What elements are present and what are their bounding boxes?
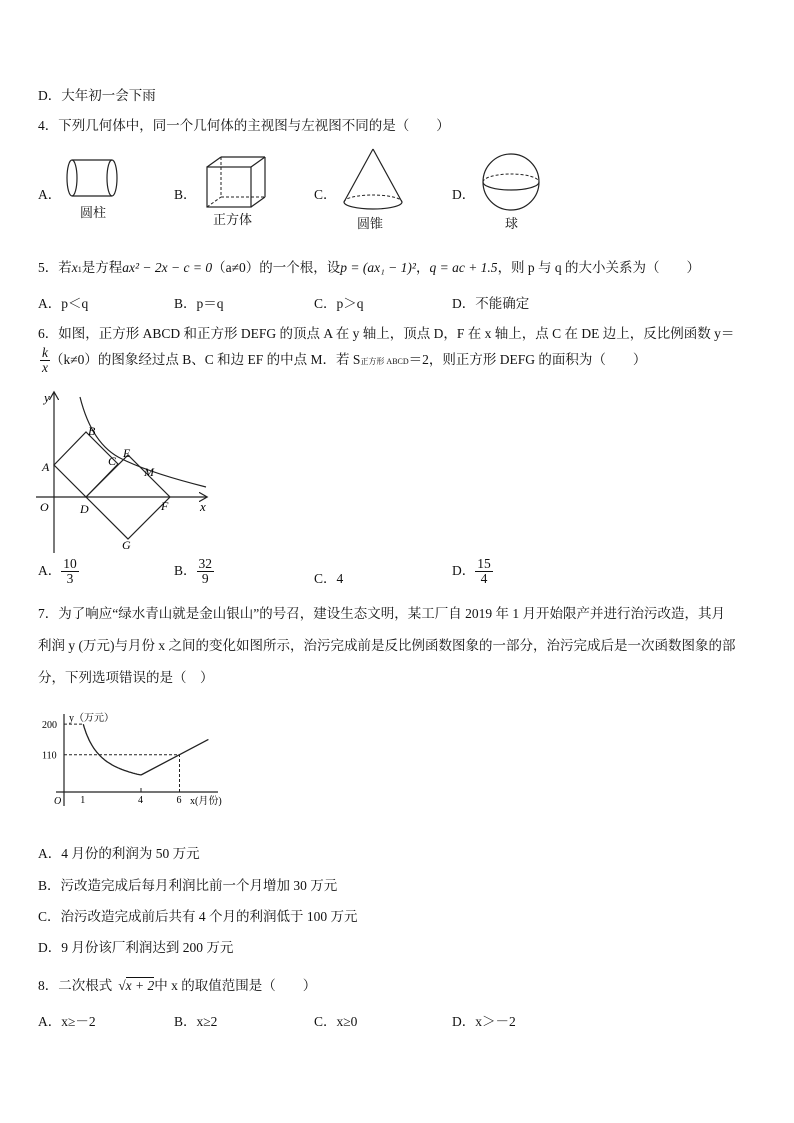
- q6-label-e: E: [123, 446, 131, 460]
- q7-tick-label-y-200: 200: [42, 720, 57, 732]
- q6-option-b: [174, 557, 214, 586]
- q6-option-d-num: 15: [477, 556, 491, 571]
- q5-tail: ，则 p 与 q 的大小关系为（ ）: [497, 260, 701, 275]
- q5-prefix: 5．若: [38, 260, 72, 275]
- q7-option-a: A．4 月份的利润为 50 万元: [38, 846, 200, 861]
- q6-label-d: D: [80, 502, 89, 516]
- cube-figure: [203, 155, 269, 211]
- q6-label-a: A: [42, 460, 50, 474]
- q6-label-f: F: [161, 499, 169, 513]
- q7-line1: 7．为了响应“绿水青山就是金山银山”的号召，建设生态文明，某工厂自 2019 年 1 月开始限产并进行治污改造，其月: [38, 606, 725, 621]
- cone-figure: [340, 146, 406, 214]
- q4-caption-cone: 圆锥: [357, 217, 384, 232]
- q5-stem: [38, 256, 700, 276]
- q6-stem-part-b: ＝2，则正方形 DEFG 的面积为（ ）: [408, 351, 647, 367]
- q6-label-y: y: [44, 390, 50, 405]
- q8-option-b: B．x≥2: [174, 1014, 218, 1029]
- q6-option-d-den: 4: [480, 571, 488, 587]
- q7-line3: 分，下列选项错误的是（ ）: [38, 670, 214, 685]
- q6-frac-den: x: [42, 360, 48, 376]
- q7-series-before: [83, 724, 141, 775]
- q7-y-label: y（万元）: [69, 713, 114, 724]
- q6-figure: [30, 385, 220, 557]
- q7-option-d: D．9 月份该厂利润达到 200 万元: [38, 940, 234, 955]
- q5-p-expr: p = (ax₁ − 1)²: [340, 260, 416, 275]
- sphere-figure: [478, 152, 544, 212]
- q4-caption-cylinder: 圆柱: [80, 206, 107, 221]
- q8-sqrt-sign: √: [118, 978, 126, 993]
- q6-stem-sub: 正方形 ABCD: [360, 356, 409, 366]
- q5-x1: x: [71, 260, 78, 275]
- q6-option-a-num: 10: [63, 556, 77, 571]
- q5-cond: （a≠0）的一个根，设: [212, 260, 341, 275]
- q6-stem-line2: [40, 346, 646, 375]
- q6-option-a: [38, 557, 79, 586]
- q6-stem-line1: 6．如图，正方形 ABCD 和正方形 DEFG 的顶点 A 在 y 轴上，顶点 D，F 在 x 轴上，点 C 在 DE 边上，反比例函数 y＝: [38, 326, 735, 341]
- q8-sqrt: [112, 978, 154, 993]
- q8-option-c: C．x≥0: [314, 1014, 358, 1029]
- q6-frac-num: k: [42, 345, 48, 360]
- q6-option-b-letter: B．: [174, 562, 197, 578]
- q6-option-b-den: 9: [201, 571, 209, 587]
- q6-hyperbola: [80, 397, 206, 487]
- q3-option-d: D．大年初一会下雨: [38, 88, 156, 103]
- q7-line2: 利润 y (万元)与月份 x 之间的变化如图所示，治污完成前是反比例函数图象的一部分，治污完成后是一次函数图象的部: [38, 638, 736, 653]
- q7-option-c: C．治污改造完成前后共有 4 个月的利润低于 100 万元: [38, 909, 358, 924]
- q6-option-d-letter: D．: [452, 562, 476, 578]
- q6-option-a-letter: A．: [38, 562, 62, 578]
- q6-option-c-value: 4: [336, 571, 344, 586]
- q5-option-a: A．p＜q: [38, 296, 89, 311]
- q7-origin: O: [54, 796, 62, 807]
- q6-k-over-x: [40, 346, 50, 375]
- q6-stem-part-a: （k≠0）的图象经过点 B、C 和边 EF 的中点 M．若 S: [50, 351, 361, 367]
- q6-label-m: M: [144, 465, 154, 479]
- q5-option-b: B．p＝q: [174, 296, 224, 311]
- q7-chart-marks: [42, 720, 208, 806]
- q4-stem: 4．下列几何体中，同一个几何体的主视图与左视图不同的是（ ）: [38, 118, 450, 133]
- q8-radicand: x + 2: [125, 978, 155, 993]
- q7-profit-chart: [40, 708, 240, 810]
- q6-option-a-frac: [61, 557, 79, 586]
- q8-stem: [38, 974, 316, 994]
- q7-tick-label-y-110: 110: [42, 750, 57, 762]
- q5-option-d: D．不能确定: [452, 296, 530, 311]
- q6-label-c: C: [108, 454, 117, 468]
- q6-option-d-frac: [475, 557, 493, 586]
- q6-option-c: [314, 567, 343, 587]
- q6-label-x: x: [200, 499, 206, 514]
- q5-q-expr: q = ac + 1.5: [429, 260, 498, 275]
- cylinder-figure: [62, 152, 126, 208]
- q6-label-g: G: [122, 538, 131, 552]
- q8-option-a: A．x≥－2: [38, 1014, 96, 1029]
- q6-option-c-letter: C．: [314, 571, 337, 586]
- q4-caption-sphere: 球: [505, 217, 519, 232]
- q7-x-label: x(月份): [190, 796, 222, 807]
- q4-option-b-letter: B．: [174, 187, 197, 202]
- q7-series-after: [141, 739, 208, 775]
- q7-tick-label-x-1: 1: [80, 795, 86, 806]
- q6-label-o: O: [40, 500, 49, 514]
- q4-option-d-letter: D．: [452, 187, 476, 202]
- q5-option-c: C．p＞q: [314, 296, 364, 311]
- q5-sep: ，: [415, 260, 430, 275]
- q6-option-b-frac: [197, 557, 215, 586]
- q7-tick-label-x-4: 4: [138, 795, 143, 806]
- q6-label-b: B: [88, 424, 96, 438]
- q7-tick-label-x-6: 6: [176, 795, 182, 806]
- q8-option-d: D．x＞－2: [452, 1014, 516, 1029]
- q5-mid: 是方程: [81, 260, 123, 275]
- q7-option-b: B．污改造完成后每月利润比前一个月增加 30 万元: [38, 878, 338, 893]
- q6-option-a-den: 3: [66, 571, 74, 587]
- q6-option-d: [452, 557, 493, 586]
- q5-x1-sub: 1: [77, 265, 82, 274]
- q4-option-c-letter: C．: [314, 187, 337, 202]
- q4-caption-cube: 正方体: [213, 213, 253, 228]
- q8-suffix: 中 x 的取值范围是（ ）: [154, 978, 317, 993]
- q4-option-a-letter: A．: [38, 187, 62, 202]
- q6-option-b-num: 32: [198, 556, 213, 571]
- q5-equation: ax² − 2x − c = 0: [122, 260, 213, 275]
- q8-prefix: 8．二次根式: [38, 978, 113, 993]
